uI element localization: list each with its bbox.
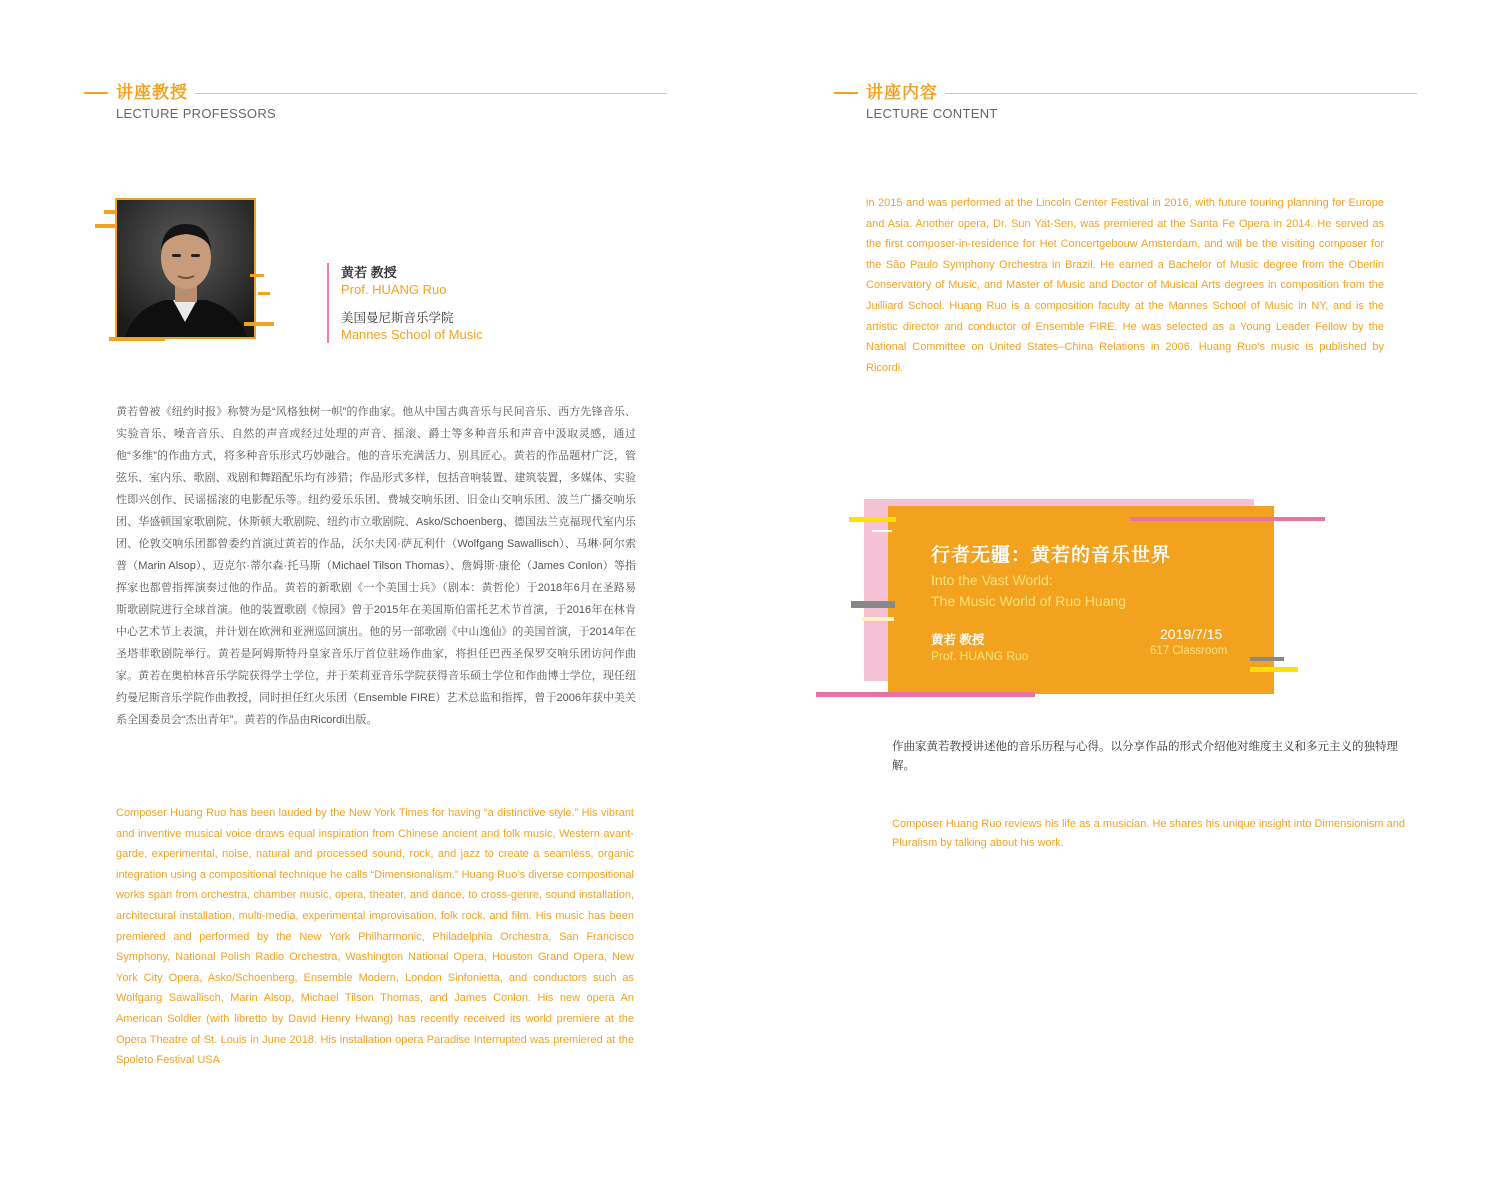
photo-accent-bar [244,322,274,326]
lecture-content-en: Composer Huang Ruo reviews his life as a musician. He shares his unique insight into Dimensionism and Pluralism by talking about his work. [892,818,1405,849]
event-stripe-gray-right [1250,657,1284,661]
professor-photo [115,198,256,339]
event-title-en [931,570,1126,611]
professor-school-zh: 美国曼尼斯音乐学院 [341,311,454,325]
event-stripe-gray [851,601,895,608]
right-header-line [945,93,1417,94]
event-title-en-line1: Into the Vast World: [931,572,1053,588]
professor-divider [327,263,329,343]
event-title-en-line2: The Music World of Ruo Huang [931,592,1127,609]
biography-zh: 黄若曾被《纽约时报》称赞为是“风格独树一帜”的作曲家。他从中国古典音乐与民间音乐、西方先锋音乐、实验音乐、噪音音乐、自然的声音或经过处理的声音、摇滚、爵士等多种音乐和声音中汲取灵感，通过他“多维”的作曲方式，将多种音乐形式巧妙融合。他的音乐充满活力、别具匠心。黄若的作品题材广泛，管弦乐、室内乐、歌剧、戏剧和舞蹈配乐均有涉猎；作品形式多样，包括音响装置、建筑装置，多媒体、实验性即兴创作、民谣摇滚的电影配乐等。纽约爱乐乐团、费城交响乐团、旧金山交响乐团、波兰广播交响乐团、华盛顿国家歌剧院、休斯顿大歌剧院、纽约市立歌剧院、Asko/Schoenberg、德国法兰克福现代室内乐团、伦敦交响乐团都曾委约首演过黄若的作品，沃尔夫冈·萨瓦利什（Wolfgang Sawallisch）、马琳·阿尔索普（Marin Alsop）、迈克尔·蒂尔森·托马斯（Michael Tilson Thomas）、詹姆斯·康伦（James Conlon）等指挥家也都曾指挥演奏过他的作品。黄若的新歌剧《一个美国士兵》（剧本：黄哲伦）于2018年6月在圣路易斯歌剧院进行全球首演。他的装置歌剧《惊园》曾于2015年在美国斯伯雷托艺术节首演，于2016年在林肯中心艺术节上表演，并计划在欧洲和亚洲巡回演出。他的另一部歌剧《中山逸仙》的美国首演，于2014年在圣塔菲歌剧院举行。黄若是阿姆斯特丹皇家音乐厅首位驻场作曲家，将担任巴西圣保罗交响乐团访问作曲家。黄若在奥柏林音乐学院获得学士学位，并于茱莉亚音乐学院获得音乐硕士学位和作曲博士学位，现任纽约曼尼斯音乐学院作曲教授，同时担任红火乐团（Ensemble FIRE）艺术总监和指挥，曾于2006年获中美关系全国委员会“杰出青年”。黄若的作品由Ricordi出版。 [116,406,636,726]
event-stripe-white [872,530,892,532]
right-section-title: 讲座内容 [866,83,938,102]
biography-en: Composer Huang Ruo has been lauded by the New York Times for having “a distinctive style.” His vibrant and inventive musical voice draws equal inspiration from Chinese ancient and folk music, Western avant-garde, experimental, noise, natural and processed sound, rock, and jazz to create a seamless, organic integration using a compositional technique he calls “Dimensionalism.” Huang Ruo’s diverse compositional works span from orchestra, chamber music, opera, theater, and dance, to cross-genre, sound installation, architectural installation, multi-media, experimental improvisation, folk rock, and film. His music has been premiered and performed by the New York Philharmonic, Philadelphia Orchestra, San Francisco Symphony, National Polish Radio Orchestra, Washington National Opera, Houston Grand Opera, New York City Opera, Asko/Schoenberg, Ensemble Modern, London Sinfonietta, and conductors such as Wolfgang Sawallisch, Marin Alsop, Michael Tilson Thomas, and James Conlon. His new opera An American Soldier (with libretto by David Henry Hwang) has recently received its world premiere at the Opera Theatre of St. Louis in June 2018. His installation opera Paradise Interrupted was premiered at the Spoleto Festival USA [116,807,634,1067]
left-header-line [195,93,667,94]
event-professor-en: Prof. HUANG Ruo [931,649,1029,663]
biography-en-continued: in 2015 and was performed at the Lincoln Center Festival in 2016, with future touring planning for Europe and Asia. Another opera, Dr. Sun Yat-Sen, was premiered at the Santa Fe Opera in 2014. He served as the first composer-in-residence for Het Concertgebouw Amsterdam, and will be the visiting composer for the São Paulo Symphony Orchestra in Brazil. He earned a Bachelor of Music degree from the Oberlin Conservatory of Music, and Master of Music and Doctor of Musical Arts degrees in composition from the Juilliard School. Huang Ruo is a composition faculty at the Mannes School of Music in NY, and is the artistic director and conductor of Ensemble FIRE. He was selected as a Young Leader Fellow by the National Committee on United States–China Relations in 2006. Huang Ruo’s music is published by Ricordi. [866,197,1384,374]
event-stripe-yellow-right [1250,667,1298,672]
event-stripe-yellow [849,517,896,522]
professor-name-zh: 黄若 教授 [341,265,397,280]
left-section-subtitle: LECTURE PROFESSORS [116,106,276,121]
event-date: 2019/7/15 [1160,626,1223,642]
right-header-dash [834,92,858,94]
photo-accent-bar [109,337,165,341]
left-header-dash [84,92,108,94]
right-section-subtitle: LECTURE CONTENT [866,106,998,121]
event-professor-zh: 黄若 教授 [931,633,985,647]
event-stripe-pink-top [1130,517,1325,521]
professor-name-en: Prof. HUANG Ruo [341,282,447,297]
photo-accent-bar [258,292,270,295]
lecture-content-zh: 作曲家黄若教授讲述他的音乐历程与心得。以分享作品的形式介绍他对维度主义和多元主义的独特理解。 [892,741,1398,772]
event-stripe-light [862,617,894,621]
event-room: 617 Classroom [1150,645,1228,657]
photo-accent-bar [250,274,264,277]
left-section-title: 讲座教授 [116,83,188,102]
event-stripe-pink-bottom [816,692,1035,697]
portrait-photo-icon [117,200,254,337]
professor-school-en: Mannes School of Music [341,327,483,342]
event-title-zh: 行者无疆：黄若的音乐世界 [931,545,1172,566]
